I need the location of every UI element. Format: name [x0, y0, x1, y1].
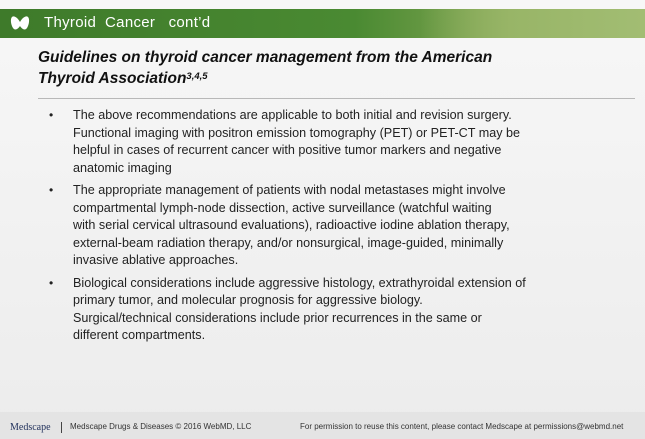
bullet-list	[49, 107, 609, 350]
footer-divider	[61, 422, 62, 433]
bullet-dot-icon: •	[49, 275, 54, 290]
bullet-line: with serial cervical ultrasound evaluations), radioactive iodine ablation therapy,	[73, 218, 510, 232]
bullet-line: invasive ablative approaches.	[73, 253, 239, 267]
bullet-item	[49, 107, 609, 177]
thyroid-icon	[10, 14, 30, 32]
medscape-logo: Medscape	[10, 422, 51, 433]
bullet-dot-icon: •	[49, 183, 54, 197]
footer-copyright: Medscape Drugs & Diseases © 2016 WebMD, LLC	[70, 422, 252, 431]
bullet-line: different compartments.	[73, 328, 206, 342]
bullet-line: compartmental lymph-node dissection, active surveillance (watchful waiting	[73, 200, 492, 215]
bullet-line: anatomic imaging	[73, 160, 172, 175]
subtitle-line-1: Guidelines on thyroid cancer management from the American	[38, 49, 493, 66]
bullet-line: external-beam radiation therapy, and/or nonsurgical, image-guided, minimally	[73, 235, 504, 250]
footer-permission: For permission to reuse this content, please contact Medscape at permissions@webmd.net	[300, 422, 624, 431]
bullet-item	[49, 275, 609, 345]
bullet-item	[49, 182, 609, 270]
bullet-line: Surgical/technical considerations include prior recurrences in the same or	[73, 310, 482, 325]
bullet-dot-icon: •	[49, 108, 54, 122]
bullet-line: helpful in cases of recurrent cancer with positive tumor markers and negative	[73, 143, 502, 157]
subtitle-citation: 3,4,5	[186, 71, 208, 82]
slide-header	[0, 9, 645, 38]
slide-subtitle	[38, 47, 598, 89]
subtitle-line-2: Thyroid Association	[38, 70, 187, 87]
divider-rule	[38, 98, 635, 99]
header-title: Thyroid Cancer cont’d	[44, 14, 211, 31]
bullet-line: The above recommendations are applicable to both initial and revision surgery.	[73, 108, 512, 122]
bullet-line: Biological considerations include aggressive histology, extrathyroidal extension of	[73, 275, 526, 290]
bullet-line: Functional imaging with positron emission tomography (PET) or PET-CT may be	[73, 125, 521, 140]
header-accent	[420, 9, 645, 38]
slide-footer	[0, 412, 645, 439]
bullet-line: primary tumor, and molecular prognosis for aggressive biology.	[73, 293, 423, 307]
bullet-line: The appropriate management of patients with nodal metastases might involve	[73, 183, 506, 197]
